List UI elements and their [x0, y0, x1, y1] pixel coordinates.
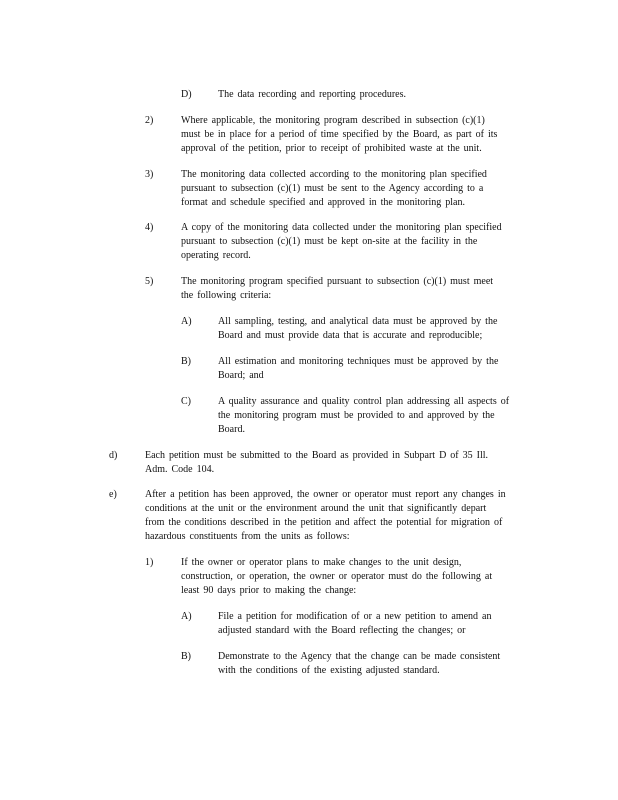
item-marker: D)	[181, 89, 192, 100]
item-text: After a petition has been approved, the owner or operator must report any changes in conditions at the unit or the environment around the unit that significantly depart from the conditions described in the petition and affect the potential for migration of hazardous constituents from the units as follows:	[145, 489, 506, 542]
item-text: If the owner or operator plans to make changes to the unit design, construction, or operation, the owner or operator must do the following at least 90 days prior to making the change:	[181, 557, 493, 596]
item-marker: 5)	[145, 276, 154, 287]
item-marker: C)	[181, 396, 191, 407]
item-marker: d)	[109, 450, 118, 461]
item-marker: 2)	[145, 115, 154, 126]
item-text: The data recording and reporting procedures.	[218, 89, 406, 100]
item-text: All sampling, testing, and analytical data must be approved by the Board and must provide data that is accurate and reproducible;	[218, 316, 498, 341]
item-marker: A)	[181, 611, 192, 622]
item-text: Each petition must be submitted to the Board as provided in Subpart D of 35 Ill. Adm. Code 104.	[145, 450, 489, 475]
item-text: Demonstrate to the Agency that the change can be made consistent with the conditions of the existing adjusted standard.	[218, 651, 501, 676]
item-text: All estimation and monitoring techniques must be approved by the Board; and	[218, 356, 499, 381]
item-marker: 1)	[145, 557, 154, 568]
item-marker: B)	[181, 356, 191, 367]
item-text: The monitoring program specified pursuant to subsection (c)(1) must meet the following criteria:	[181, 276, 494, 301]
item-marker: B)	[181, 651, 191, 662]
item-text: A quality assurance and quality control plan addressing all aspects of the monitoring program must be provided to and approved by the Board.	[218, 396, 510, 435]
item-marker: 4)	[145, 222, 154, 233]
item-text: Where applicable, the monitoring program described in subsection (c)(1) must be in place for a period of time specified by the Board, as part of its approval of the petition, prior to receipt of prohibited waste at the unit.	[181, 115, 498, 154]
item-marker: e)	[109, 489, 117, 500]
item-text: A copy of the monitoring data collected under the monitoring plan specified pursuant to subsection (c)(1) must be kept on-site at the facility in the operating record.	[181, 222, 502, 261]
item-text: File a petition for modification of or a new petition to amend an adjusted standard with the Board reflecting the changes; or	[218, 611, 492, 636]
item-marker: A)	[181, 316, 192, 327]
item-text: The monitoring data collected according to the monitoring plan specified pursuant to subsection (c)(1) must be sent to the Agency according to a format and schedule specified and approved in the monitoring plan.	[181, 169, 487, 208]
item-marker: 3)	[145, 169, 154, 180]
